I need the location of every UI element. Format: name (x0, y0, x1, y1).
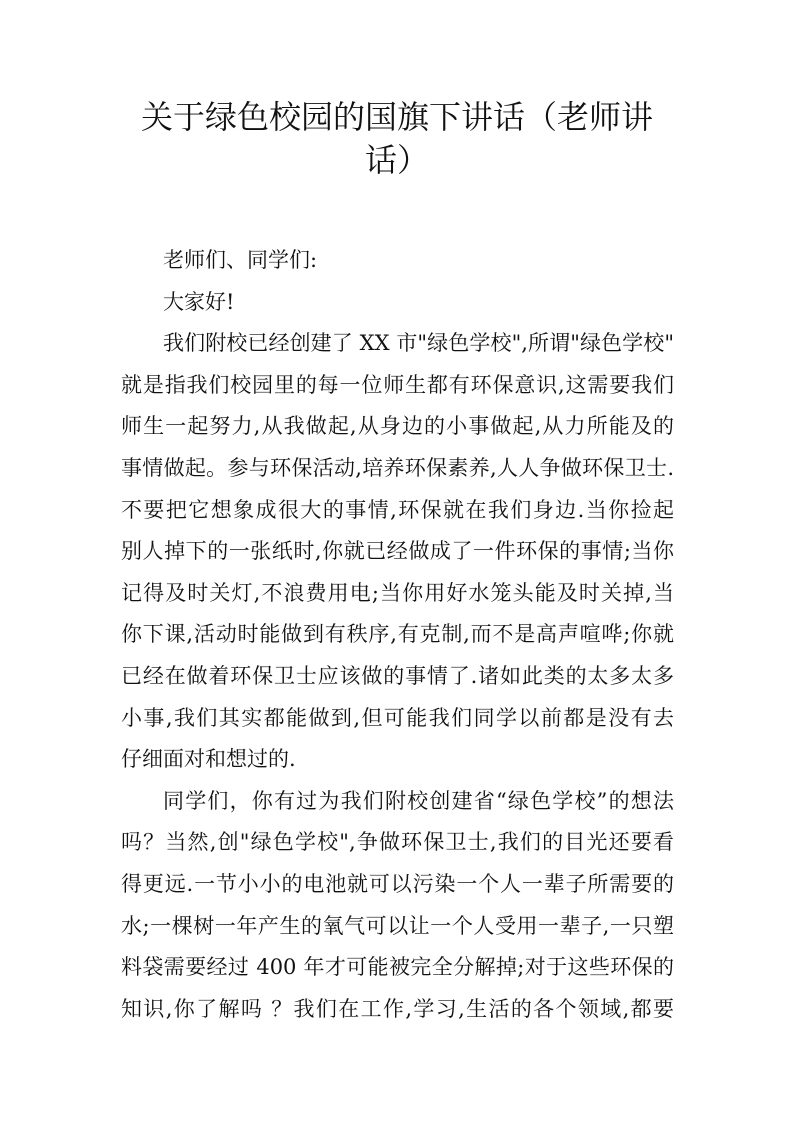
paragraph (121, 323, 674, 781)
document-body (121, 240, 674, 1030)
text-line: 别人掉下的一张纸时,你就已经做成了一件环保的事情;当你 (121, 539, 674, 564)
text-line: 事情做起。参与环保活动,培养环保素养,人人争做环保卫士. (121, 455, 674, 480)
text-line: 老师们、同学们: (163, 248, 318, 272)
text-line: 水;一棵树一年产生的氧气可以让一个人受用一辈子,一只塑 (121, 913, 674, 938)
text-line: 知识,你了解吗 ？我们在工作,学习,生活的各个领域,都要 (121, 996, 674, 1021)
text-line: 已经在做着环保卫士应该做的事情了.诸如此类的太多太多 (121, 663, 674, 688)
text-line: 不要把它想象成很大的事情,环保就在我们身边.当你捡起 (121, 497, 674, 522)
text-line: 就是指我们校园里的每一位师生都有环保意识,这需要我们 (121, 372, 674, 397)
text-line: 大家好! (163, 289, 235, 314)
title-line: 关于绿色校园的国旗下讲话（老师讲 (140, 98, 653, 136)
text-line: 料袋需要经过 400 年才可能被完全分解掉;对于这些环保的 (121, 955, 674, 980)
text-line: 我们附校已经创建了 XX 市"绿色学校",所谓"绿色学校" (163, 331, 674, 356)
text-line: 同学们，你有过为我们附校创建省“绿色学校”的想法 (163, 788, 674, 813)
paragraph (121, 781, 674, 1031)
text-line: 吗？当然,创"绿色学校",争做环保卫士,我们的目光还要看 (121, 830, 674, 855)
text-line: 记得及时关灯,不浪费用电;当你用好水笼头能及时关掉,当 (121, 580, 674, 605)
document-title (100, 96, 694, 182)
text-line: 小事,我们其实都能做到,但可能我们同学以前都是没有去 (121, 705, 674, 730)
text-line: 师生一起努力,从我做起,从身边的小事做起,从力所能及的 (121, 414, 674, 439)
title-line: 话） (364, 141, 429, 179)
paragraph (121, 282, 674, 324)
text-line: 仔细面对和想过的. (121, 747, 296, 772)
paragraph (121, 240, 674, 282)
text-line: 得更远.一节小小的电池就可以污染一个人一辈子所需要的 (121, 871, 674, 896)
text-line: 你下课,活动时能做到有秩序,有克制,而不是高声喧哗;你就 (121, 622, 674, 647)
